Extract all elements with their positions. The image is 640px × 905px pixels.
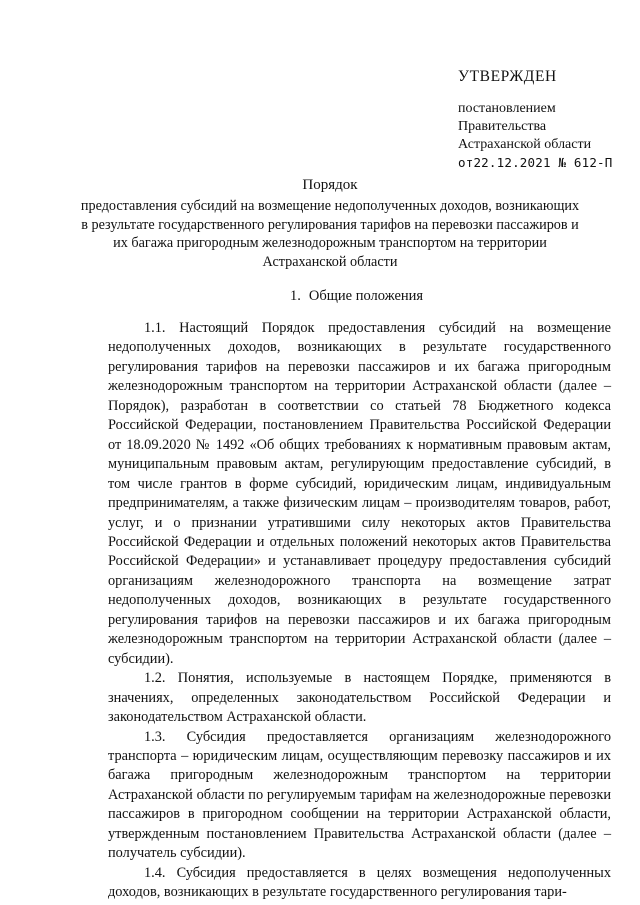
paragraph-1-3: 1.3. Субсидия предоставляется организациям железнодорожного транспорта – юридическим лицам, осуществляющим перевозку пассажиров и их багажа пригородным железнодорожным транспортом на территории Астраханской области по регулируемым тарифам на железнодорожные перевозки пассажиров в пригородном сообщении на территории Астраханской области, утвержденным постановлением Правительства Астраханской области (далее – получатель субсидии). xyxy=(108,728,611,862)
section-heading xyxy=(290,288,423,305)
approval-stamp xyxy=(458,68,633,172)
document-title: Порядок xyxy=(302,177,358,193)
approval-line-1: постановлением xyxy=(458,101,556,116)
document-title-block xyxy=(80,176,580,271)
paragraph-1-1: 1.1. Настоящий Порядок предоставления субсидий на возмещение недополученных доходов, возникающих в результате государственного регулирования тарифов на перевозки пассажиров и их багажа пригородным железнодорожным транспортом на территории Астраханской области (далее – Порядок), разработан в соответствии со статьей 78 Бюджетного кодекса Российской Федерации, постановлением Правительства Российской Федерации от 18.09.2020 № 1492 «Об общих требованиях к нормативным правовым актам, муниципальным правовым актам, регулирующим предоставление субсидий, в том числе грантов в форме субсидий, юридическим лицам, индивидуальным предпринимателям, а также физическим лицам – производителям товаров, работ, услуг, и о признании утратившими силу некоторых актов Правительства Российской Федерации и отдельных положений некоторых актов Правительства Российской Федерации» и устанавливает процедуру предоставления субсидий организациям железнодорожного транспорта на возмещение затрат недополученных доходов, возникающих в результате государственного регулирования тарифов на перевозки пассажиров и их багажа пригородным железнодорожным транспортом на территории Астраханской области (далее – субсидии). xyxy=(108,320,611,667)
section-title: Общие положения xyxy=(308,288,424,304)
section-number: 1. xyxy=(290,288,301,304)
document-subtitle: предоставления субсидий на возмещение недополученных доходов, возникающих в результате государственного регулирования тарифов на перевозки пассажиров и их багажа пригородным железнодорожным транспортом на территории Астраханской области xyxy=(80,198,580,270)
document-body xyxy=(108,319,611,903)
paragraph-1-4: 1.4. Субсидия предоставляется в целях возмещения недополученных доходов, возникающих в результате государственного регулирования тари- xyxy=(108,864,611,901)
approval-heading: УТВЕРЖДЕН xyxy=(458,68,557,85)
approval-line-2: Правительства xyxy=(458,119,547,134)
decree-number: от22.12.2021 № 612-П xyxy=(458,155,613,170)
paragraph-1-2: 1.2. Понятия, используемые в настоящем Порядке, применяются в значениях, определенных законодательством Российской Федерации и законодательством Астраханской области. xyxy=(108,670,611,726)
approval-line-3: Астраханской области xyxy=(458,137,592,152)
